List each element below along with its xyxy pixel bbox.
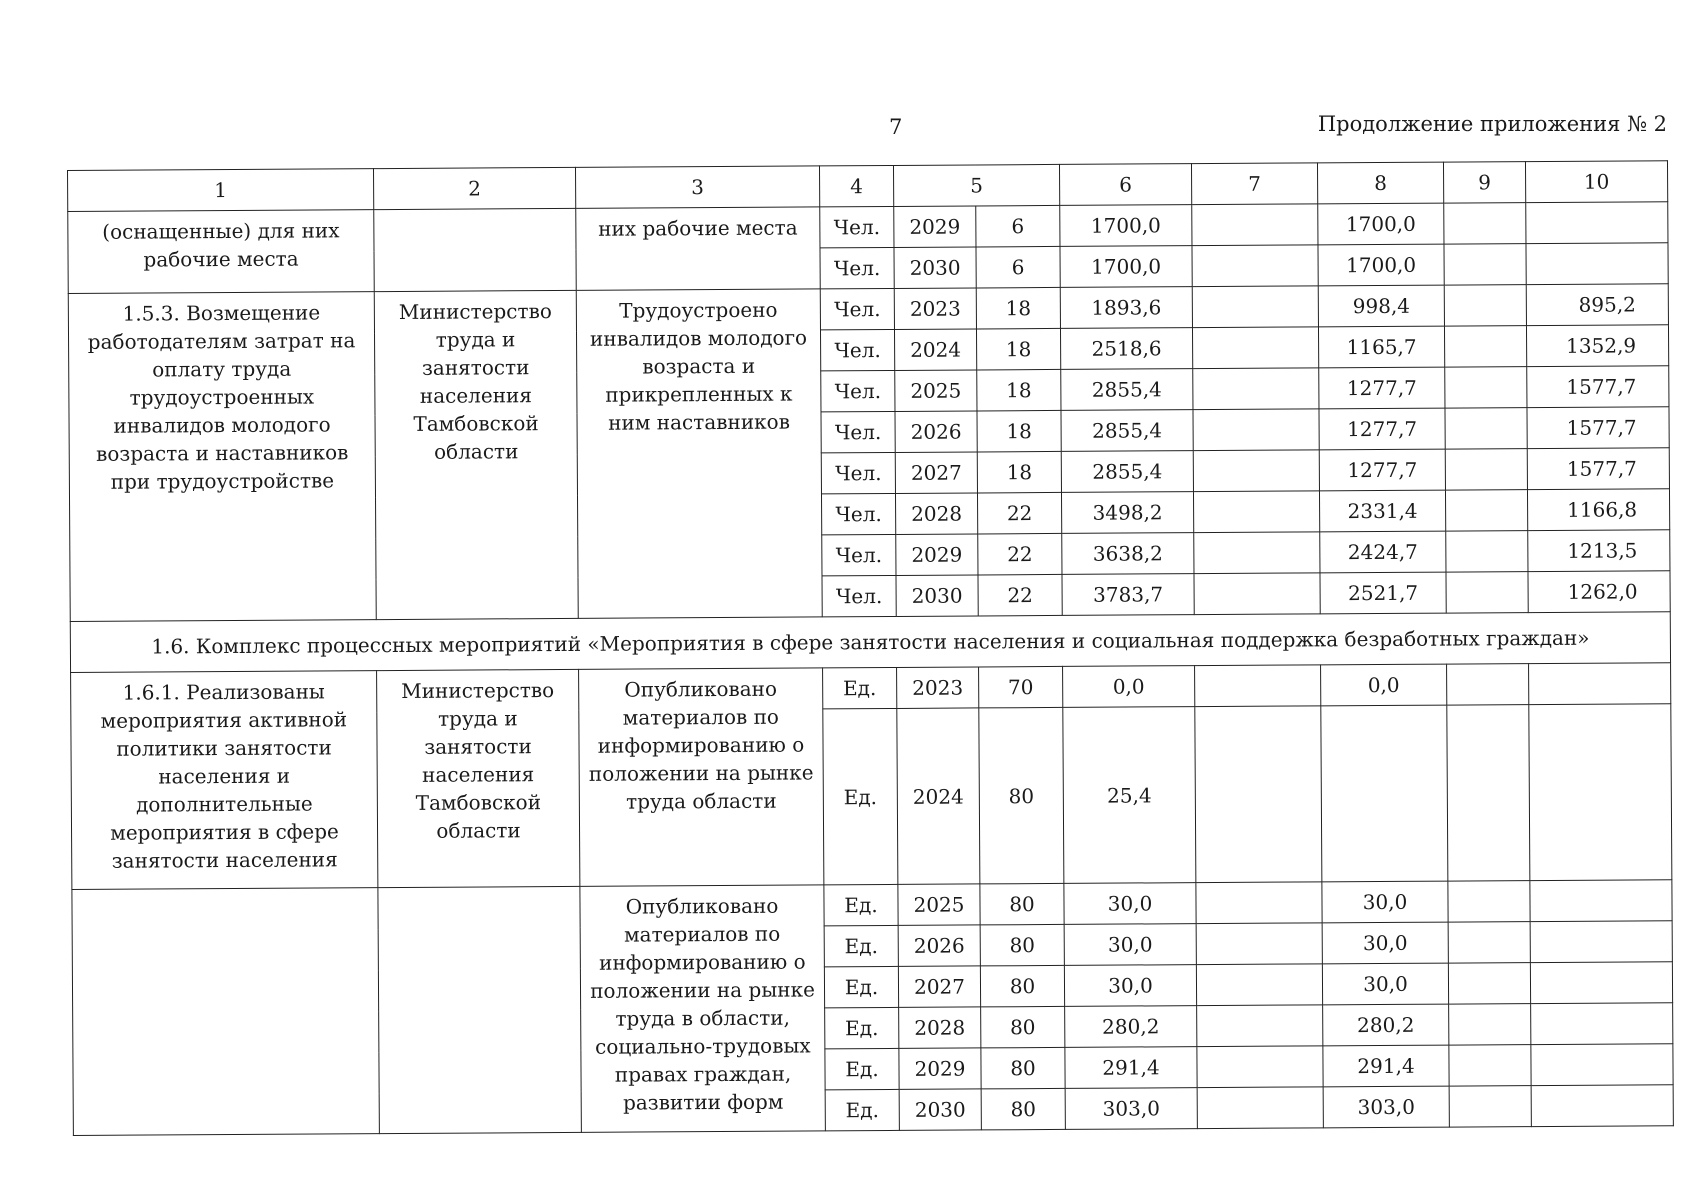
column-9-cell: [1444, 244, 1526, 286]
column-9-cell: [1445, 408, 1527, 450]
total-cell: 280,2: [1065, 1006, 1197, 1048]
column-10-cell: [1526, 202, 1668, 244]
column-8-cell: 1165,7: [1318, 326, 1444, 368]
block-1-5-3: [68, 284, 1670, 622]
quantity-cell: 18: [977, 410, 1061, 452]
quantity-cell: 18: [977, 451, 1061, 493]
column-8-cell: 291,4: [1323, 1045, 1449, 1087]
column-7-cell: [1193, 368, 1319, 410]
quantity-cell: 22: [977, 492, 1061, 534]
column-9-cell: [1449, 1086, 1531, 1128]
column-8-cell: 1700,0: [1318, 244, 1444, 286]
unit-cell: Чел.: [820, 329, 894, 370]
measure-description: 1.6.1. Реализованы мероприятия активной политики занятости населения и дополнительные мероприятия в сфере занятости населения: [71, 671, 378, 890]
year-cell: 2024: [894, 329, 976, 371]
block-1-6-1-continued: [72, 880, 1673, 1136]
block-workplaces-continuation: [68, 202, 1668, 294]
column-10-cell: [1529, 663, 1671, 705]
column-8-cell: 30,0: [1322, 963, 1448, 1005]
column-header: 4: [819, 165, 893, 206]
column-8-cell: 30,0: [1322, 881, 1448, 923]
year-cell: 2027: [898, 966, 980, 1008]
column-10-cell: 1262,0: [1528, 571, 1670, 613]
column-8-cell: 1700,0: [1318, 203, 1444, 245]
column-8-cell: 1277,7: [1319, 449, 1445, 491]
column-9-cell: [1444, 203, 1526, 245]
total-cell: 2855,4: [1061, 451, 1193, 493]
unit-cell: Чел.: [822, 534, 896, 575]
column-header: 5: [893, 164, 1059, 206]
column-header: 7: [1191, 163, 1317, 205]
column-10-cell: [1531, 1044, 1673, 1086]
column-7-cell: [1194, 491, 1320, 533]
quantity-cell: 18: [977, 369, 1061, 411]
year-cell: 2028: [895, 493, 977, 535]
responsible-executor: [378, 886, 581, 1133]
block-1-6-1: [71, 663, 1672, 890]
page-number: 7: [889, 115, 903, 139]
quantity-cell: 18: [976, 328, 1060, 370]
column-8-cell: 0,0: [1321, 664, 1447, 706]
column-header: 6: [1060, 164, 1192, 206]
total-cell: 2855,4: [1061, 410, 1193, 452]
total-cell: 3783,7: [1062, 574, 1194, 616]
column-9-cell: [1448, 963, 1530, 1005]
indicator-description: них рабочие места: [576, 207, 820, 290]
total-cell: 3498,2: [1062, 492, 1194, 534]
total-cell: 30,0: [1064, 924, 1196, 966]
column-9-cell: [1444, 285, 1526, 327]
year-cell: 2029: [899, 1048, 981, 1090]
column-7-cell: [1197, 1005, 1323, 1047]
column-10-cell: 1577,7: [1527, 366, 1669, 408]
total-cell: 2855,4: [1061, 369, 1193, 411]
column-9-cell: [1448, 881, 1530, 923]
total-cell: 1700,0: [1060, 246, 1192, 288]
column-8-cell: 303,0: [1323, 1086, 1449, 1128]
indicator-description: Трудоустроено инвалидов молодого возраста и прикрепленных к ним наставников: [576, 289, 822, 618]
column-9-cell: [1445, 449, 1527, 491]
column-7-cell: [1192, 286, 1318, 328]
column-8-cell: 280,2: [1323, 1004, 1449, 1046]
unit-cell: Чел.: [822, 575, 896, 616]
column-8-cell: 2521,7: [1320, 572, 1446, 614]
responsible-executor: Министерство труда и занятости населения Тамбовской области: [374, 290, 578, 619]
quantity-cell: 6: [976, 246, 1060, 288]
year-cell: 2026: [898, 925, 980, 967]
column-9-cell: [1447, 664, 1529, 706]
column-10-cell: 1577,7: [1527, 448, 1669, 490]
column-10-cell: [1530, 880, 1672, 922]
unit-cell: Ед.: [824, 884, 898, 925]
appendix-continuation-note: Продолжение приложения № 2: [1317, 112, 1667, 136]
column-10-cell: [1526, 243, 1668, 285]
measure-description: (оснащенные) для них рабочие места: [68, 210, 374, 294]
quantity-cell: 80: [980, 883, 1064, 925]
unit-cell: Чел.: [821, 411, 895, 452]
column-header: 2: [373, 167, 575, 209]
column-7-cell: [1194, 573, 1320, 615]
column-7-cell: [1196, 882, 1322, 924]
unit-cell: Ед.: [823, 708, 898, 884]
column-10-cell: [1530, 962, 1672, 1004]
column-8-cell: 2424,7: [1320, 531, 1446, 573]
column-9-cell: [1444, 326, 1526, 368]
column-8-cell: 30,0: [1322, 922, 1448, 964]
year-cell: 2030: [899, 1089, 981, 1131]
column-8-cell: 1277,7: [1319, 367, 1445, 409]
column-header: 8: [1317, 162, 1443, 204]
section-title: 1.6. Комплекс процессных мероприятий «Мероприятия в сфере занятости населения и социальная поддержка безработных граждан»: [70, 612, 1670, 673]
unit-cell: Ед.: [823, 667, 897, 708]
column-8-cell: 2331,4: [1319, 490, 1445, 532]
measure-description: [72, 888, 379, 1136]
column-9-cell: [1446, 531, 1528, 573]
column-9-cell: [1446, 572, 1528, 614]
unit-cell: Чел.: [821, 370, 895, 411]
year-cell: 2026: [895, 411, 977, 453]
column-10-cell: [1531, 1003, 1673, 1045]
quantity-cell: 18: [976, 287, 1060, 329]
column-8-cell: 998,4: [1318, 285, 1444, 327]
year-cell: 2023: [897, 667, 979, 709]
column-header: 10: [1525, 161, 1667, 203]
column-9-cell: [1447, 705, 1530, 881]
column-7-cell: [1197, 1087, 1323, 1129]
responsible-executor: [374, 208, 576, 291]
column-7-cell: [1196, 923, 1322, 965]
quantity-cell: 80: [980, 965, 1064, 1007]
indicator-description: Опубликовано материалов по информированию о положении на рынке труда в области, социально-трудовых правах граждан, развитии форм: [580, 885, 825, 1132]
column-10-cell: [1529, 704, 1672, 881]
column-9-cell: [1445, 367, 1527, 409]
year-cell: 2030: [894, 247, 976, 289]
column-10-cell: [1531, 1085, 1673, 1127]
column-header: 9: [1443, 162, 1525, 204]
column-7-cell: [1192, 204, 1318, 246]
unit-cell: Чел.: [820, 247, 894, 288]
column-10-cell: 895,2: [1526, 284, 1668, 326]
unit-cell: Чел.: [820, 206, 894, 247]
total-cell: 25,4: [1063, 707, 1196, 884]
year-cell: 2023: [894, 288, 976, 330]
column-7-cell: [1193, 409, 1319, 451]
quantity-cell: 22: [978, 574, 1062, 616]
column-10-cell: 1352,9: [1526, 325, 1668, 367]
quantity-cell: 6: [976, 205, 1060, 247]
total-cell: 30,0: [1064, 883, 1196, 925]
quantity-cell: 80: [981, 1088, 1065, 1130]
column-7-cell: [1197, 1046, 1323, 1088]
unit-cell: Ед.: [824, 966, 898, 1007]
total-cell: 303,0: [1065, 1088, 1197, 1130]
indicator-description: Опубликовано материалов по информированию о положении на рынке труда области: [579, 668, 824, 886]
total-cell: 2518,6: [1061, 328, 1193, 370]
total-cell: 1700,0: [1060, 205, 1192, 247]
responsible-executor: Министерство труда и занятости населения Тамбовской области: [377, 669, 580, 887]
program-table: [67, 160, 1674, 1136]
year-cell: 2029: [894, 206, 976, 248]
column-10-cell: [1530, 921, 1672, 963]
column-9-cell: [1445, 490, 1527, 532]
unit-cell: Ед.: [825, 1089, 899, 1130]
unit-cell: Чел.: [821, 493, 895, 534]
column-7-cell: [1192, 245, 1318, 287]
measure-description: 1.5.3. Возмещение работодателям затрат на оплату труда трудоустроенных инвалидов молодого возраста и наставников при трудоустройстве: [68, 292, 376, 622]
unit-cell: Ед.: [825, 1007, 899, 1048]
column-7-cell: [1192, 327, 1318, 369]
column-8-cell: 1277,7: [1319, 408, 1445, 450]
column-10-cell: 1577,7: [1527, 407, 1669, 449]
total-cell: 0,0: [1063, 666, 1195, 708]
column-7-cell: [1195, 665, 1321, 707]
column-10-cell: 1213,5: [1528, 530, 1670, 572]
quantity-cell: 70: [979, 666, 1063, 708]
year-cell: 2030: [896, 575, 978, 617]
year-cell: 2029: [896, 534, 978, 576]
total-cell: 30,0: [1064, 965, 1196, 1007]
year-cell: 2025: [895, 370, 977, 412]
quantity-cell: 80: [981, 1047, 1065, 1089]
quantity-cell: 22: [978, 533, 1062, 575]
column-9-cell: [1449, 1004, 1531, 1046]
column-7-cell: [1194, 532, 1320, 574]
quantity-cell: 80: [980, 924, 1064, 966]
column-7-cell: [1193, 450, 1319, 492]
total-cell: 291,4: [1065, 1047, 1197, 1089]
column-header: 1: [68, 169, 374, 212]
year-cell: 2028: [899, 1007, 981, 1049]
quantity-cell: 80: [981, 1006, 1065, 1048]
year-cell: 2025: [898, 884, 980, 926]
year-cell: 2024: [897, 708, 980, 884]
column-8-cell: [1321, 705, 1448, 882]
column-9-cell: [1449, 1045, 1531, 1087]
total-cell: 1893,6: [1060, 287, 1192, 329]
quantity-cell: 80: [979, 707, 1064, 884]
column-7-cell: [1196, 964, 1322, 1006]
unit-cell: Ед.: [824, 925, 898, 966]
unit-cell: Чел.: [820, 288, 894, 329]
unit-cell: Ед.: [825, 1048, 899, 1089]
unit-cell: Чел.: [821, 452, 895, 493]
year-cell: 2027: [895, 452, 977, 494]
column-header: 3: [575, 166, 819, 208]
column-10-cell: 1166,8: [1527, 489, 1669, 531]
column-7-cell: [1195, 706, 1322, 883]
column-9-cell: [1448, 922, 1530, 964]
total-cell: 3638,2: [1062, 533, 1194, 575]
